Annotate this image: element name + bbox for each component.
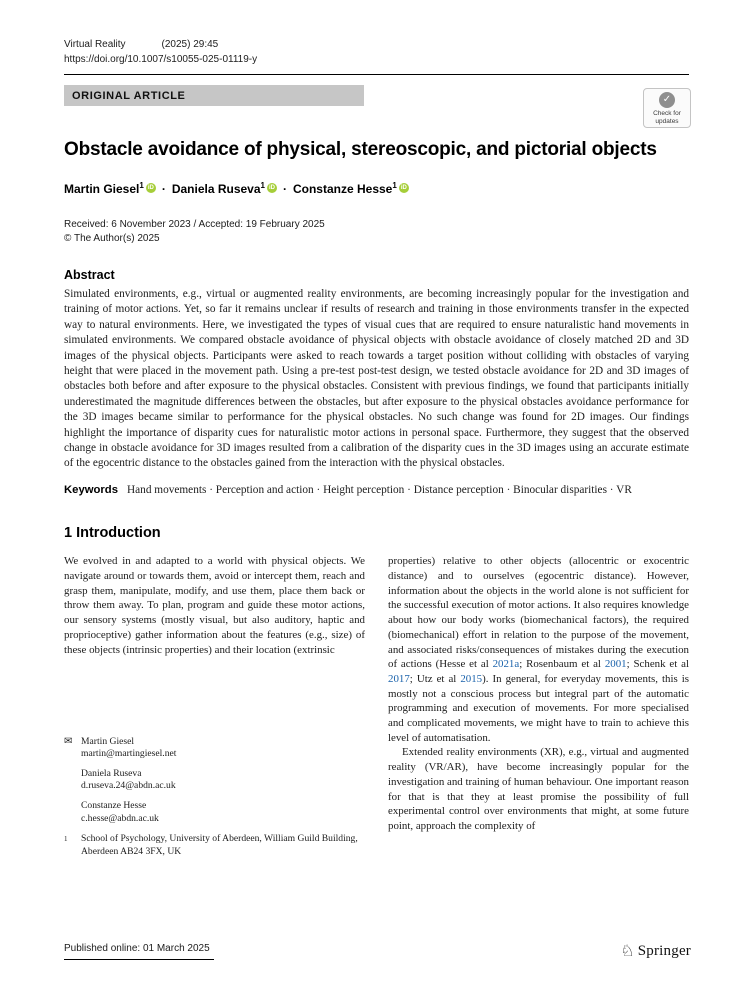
paragraph-text: ; Utz et al: [409, 672, 461, 685]
publisher-name: Springer: [637, 943, 691, 959]
abstract-text: Simulated environments, e.g., virtual or augmented reality environments, are becoming increasingly popular for the investigation and training of motor actions. Yet, so far it remains unclear if results of research and training in those environments transfer in the expected way to natural environments. Here, we investigated the types of visual cues that are required to ensure naturalistic hand movements in simulated environments. We compared obstacle avoidance of physical objects with obstacle avoidance of closely matched 2D and 3D images of the physical objects. Participants were asked to reach towards a target position without colliding with obstacles of varying height that were placed in the movement path. Using a pre-test post-test design, we tested obstacle avoidance for 2D and 3D images of obstacles both before and after exposure to the physical obstacles. Consistent with previous findings, we found that participants initially underestimated the magnitude differences between the obstacles, but after exposure to the physical obstacles avoidance performance for the 3D images became similar to performance for the physical obstacles. No such change was found for 2D images. Our findings highlight the importance of disparity cues for naturalistic motor actions in personal space. Furthermore, they suggest that the observed change in obstacle avoidance for 3D images resulted from a calibration of the disparity cues in the 3D images using an accurate estimate of the egocentric distance to the obstacles gained from the interaction with the physical obstacles.: [64, 288, 689, 470]
author-name: Constanze Hesse: [292, 182, 393, 196]
author: [293, 182, 409, 196]
header-divider: [64, 74, 689, 75]
author-name: Daniela Ruseva: [171, 182, 261, 196]
contact-name: Constanze Hesse: [81, 799, 147, 811]
crossmark-icon: ✓: [659, 92, 675, 108]
correspondence-block: [64, 736, 365, 859]
correspondence-contact: [81, 736, 365, 761]
article-type-banner: ORIGINAL ARTICLE: [64, 85, 364, 106]
journal-header: [64, 38, 689, 51]
envelope-icon: ✉: [64, 735, 73, 747]
article-meta: [64, 218, 689, 246]
springer-horse-icon: ♘: [620, 942, 635, 960]
check-for-updates-badge[interactable]: [643, 88, 691, 128]
affiliation-number: 1: [64, 835, 68, 844]
orcid-icon[interactable]: iD: [400, 185, 407, 191]
journal-citation: (2025) 29:45: [161, 39, 219, 50]
correspondence-contact: [81, 800, 365, 825]
affiliation-superscript: 1: [392, 181, 397, 190]
affiliation-entry: [64, 833, 365, 858]
author-name: Martin Giesel: [64, 182, 140, 196]
author-separator: ·: [161, 182, 166, 196]
paragraph-text: ). In general, for everyday movements, this is mostly not a conscious process but integral part of the automatic programming and execution of movements. For more specialised and complicated movements, we might have to train to achieve this level of automatisation.: [388, 672, 689, 744]
contact-email: c.hesse@abdn.ac.uk: [81, 812, 159, 824]
contact-name: Daniela Ruseva: [81, 767, 142, 779]
received-accepted-dates: Received: 6 November 2023 / Accepted: 19 February 2025: [64, 219, 325, 230]
citation-link[interactable]: 2017: [388, 672, 410, 685]
author: [64, 182, 156, 196]
keywords-text: Hand movements · Perception and action · Height perception · Distance perception · Binocular disparities · VR: [127, 483, 632, 496]
page-footer: [64, 943, 691, 960]
intro-paragraph: [388, 554, 689, 745]
journal-name: Virtual Reality: [64, 39, 126, 50]
abstract-heading: Abstract: [64, 268, 115, 282]
published-online-date: Published online: 01 March 2025: [64, 943, 214, 960]
doi-link[interactable]: https://doi.org/10.1007/s10055-025-01119-y: [64, 54, 258, 65]
contact-email: martin@martingiesel.net: [81, 748, 177, 760]
right-column: [388, 554, 689, 858]
correspondence-entry: [64, 800, 365, 825]
correspondence-entry: [64, 736, 365, 761]
orcid-icon[interactable]: iD: [268, 185, 275, 191]
contact-email: d.ruseva.24@abdn.ac.uk: [81, 780, 176, 792]
page-title: Obstacle avoidance of physical, stereoscopic, and pictorial objects: [64, 139, 657, 160]
citation-link[interactable]: 2021a: [492, 658, 520, 671]
orcid-icon[interactable]: iD: [147, 185, 154, 191]
check-for-updates-label: Check for updates: [653, 110, 681, 125]
affiliation-text: School of Psychology, University of Aberdeen, William Guild Building, Aberdeen AB24 3FX, UK: [81, 833, 358, 857]
affiliation-superscript: 1: [260, 181, 265, 190]
section-heading-introduction: 1 Introduction: [64, 525, 161, 542]
citation-link[interactable]: 2015: [460, 672, 483, 685]
intro-paragraph: Extended reality environments (XR), e.g., virtual and augmented reality (VR/AR), have become increasingly popular for the investigation and training of human behaviour. One important reason for that is that they at least promise the possibility of full experimental control over environments that might, at some future point, approach the complexity of: [388, 746, 689, 832]
paragraph-text: ; Schenk et al: [626, 658, 689, 671]
spacer: [64, 768, 81, 793]
affiliation-superscript: 1: [139, 181, 144, 190]
keywords-label: Keywords: [64, 483, 118, 496]
keywords-block: [64, 483, 689, 498]
author-list: [64, 182, 689, 196]
intro-paragraph: We evolved in and adapted to a world with physical objects. We navigate around or towards them, avoid or intercept them, reach and grasp them, manipulate, modify, and use them, place them back or throw them away. To plan, program and guide these motor actions, our sensory systems (mostly visual, but also auditory, haptic and proprioceptive) gather information about the features (e.g., size) of these objects (intrinsic properties) and their location (extrinsic: [64, 555, 365, 656]
two-column-body: [64, 554, 689, 858]
copyright-line: © The Author(s) 2025: [64, 233, 160, 244]
author-separator: ·: [282, 182, 287, 196]
paragraph-text: ; Rosenbaum et al: [519, 658, 605, 671]
paragraph-text: properties) relative to other objects (allocentric or exocentric distance) and to ourselves (egocentric distance). However, information about the objects in the world alone is not sufficient for the successful execution of motor actions. It also requires knowledge about how our body works (biomechanical factors), the required (biomechanical) effort in relation to the purpose of the movement, and associated risks/consequences of mistakes during the execution of actions (Hesse et al: [388, 555, 689, 671]
correspondence-entry: [64, 768, 365, 793]
springer-logo: [620, 943, 691, 960]
contact-name: Martin Giesel: [81, 735, 135, 747]
citation-link[interactable]: 2001: [604, 658, 627, 671]
correspondence-contact: [81, 768, 365, 793]
spacer: [64, 800, 81, 825]
left-column: [64, 554, 365, 858]
author: [172, 182, 277, 196]
